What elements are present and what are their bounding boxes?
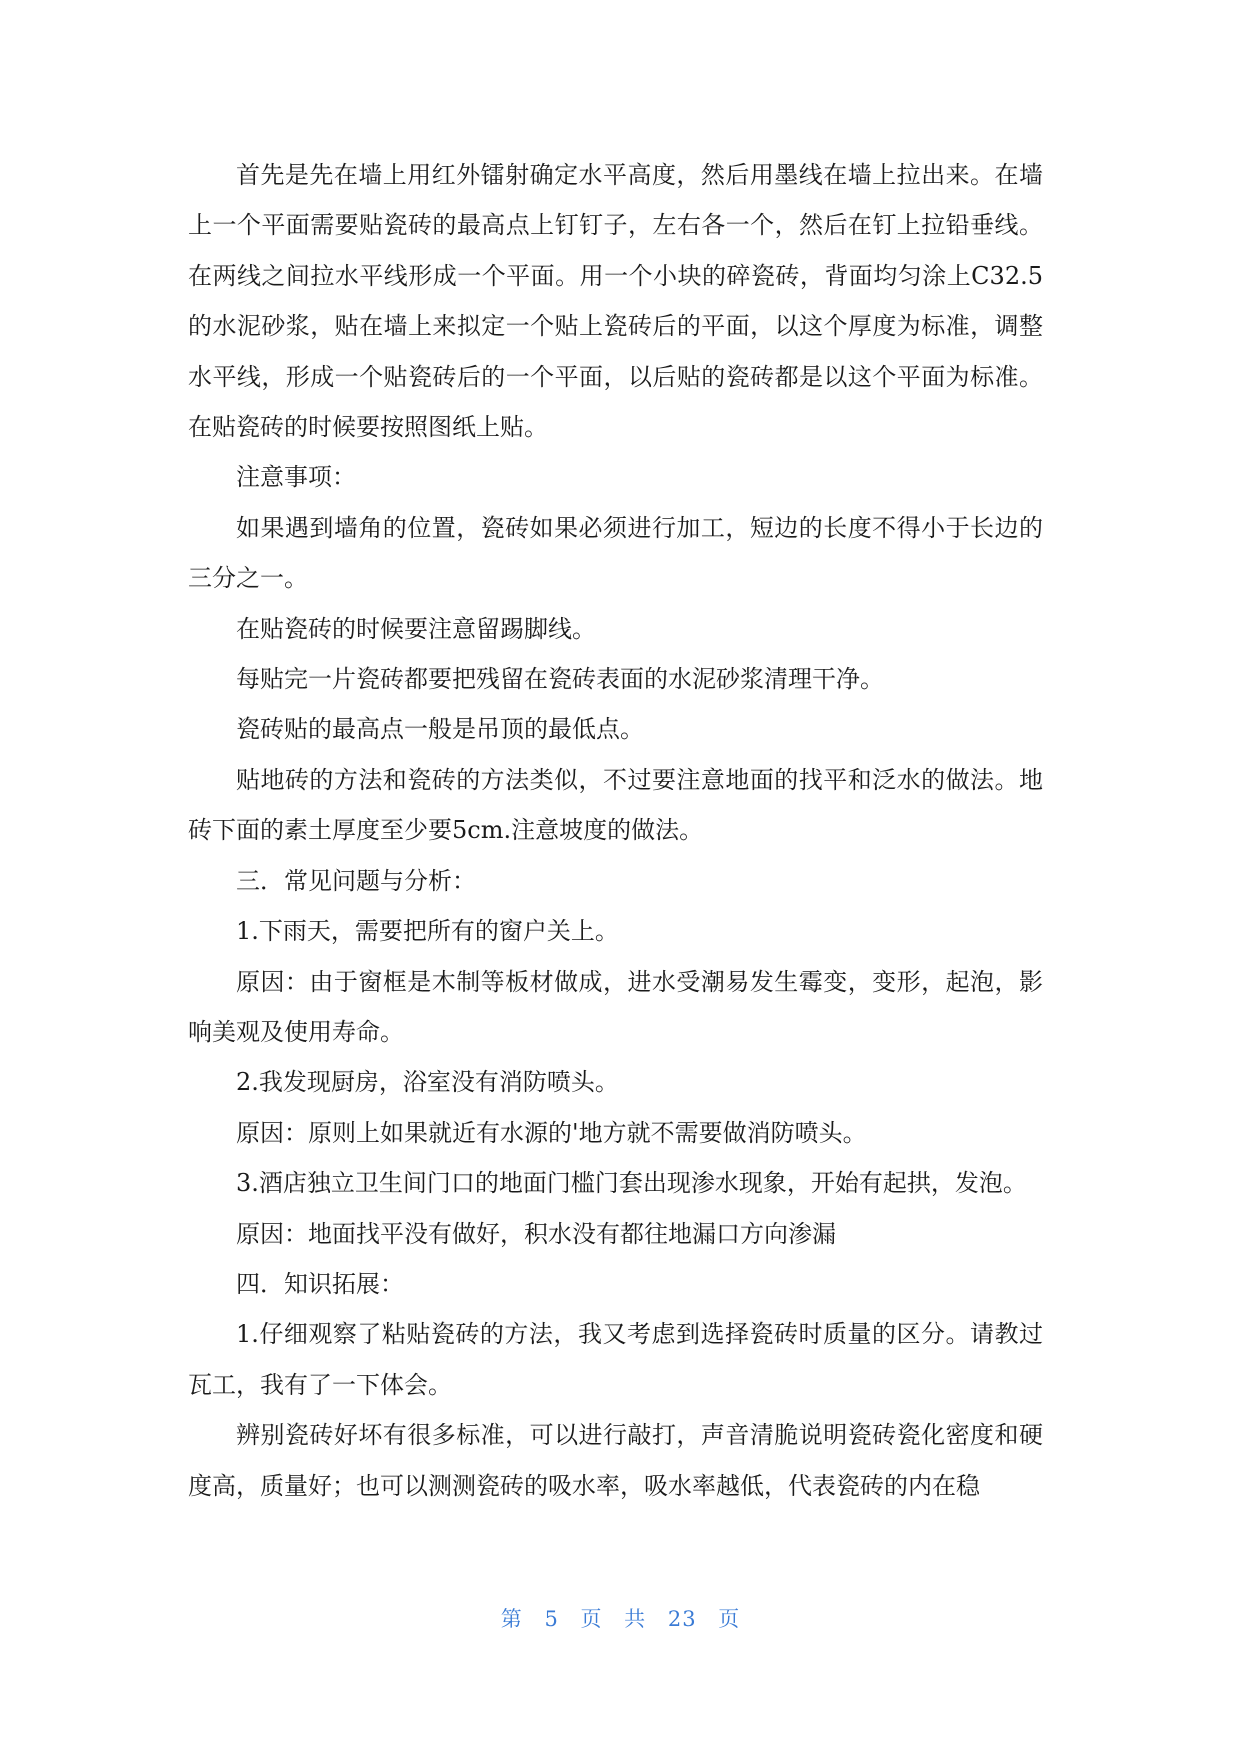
paragraph: 每贴完一片瓷砖都要把残留在瓷砖表面的水泥砂浆清理干净。 [236, 665, 884, 694]
paragraph: 在贴瓷砖的时候要注意留踢脚线。 [236, 614, 596, 643]
paragraph: 1.下雨天，需要把所有的窗户关上。 [236, 917, 619, 946]
section-heading: 三．常见问题与分析： [236, 866, 476, 895]
paragraph: 如果遇到墙角的位置，瓷砖如果必须进行加工，短边的长度不得小于长边的三分之一。 [188, 513, 1043, 593]
paragraph: 注意事项： [236, 463, 356, 492]
paragraph: 2.我发现厨房，浴室没有消防喷头。 [236, 1068, 619, 1097]
paragraph: 首先是先在墙上用红外镭射确定水平高度，然后用墨线在墙上拉出来。在墙上一个平面需要贴瓷砖的最高点上钉钉子，左右各一个，然后在钉上拉铅垂线。在两线之间拉水平线形成一个平面。用一个小块的碎瓷砖，背面均匀涂上C32.5的水泥砂浆，贴在墙上来拟定一个贴上瓷砖后的平面，以这个厚度为标准，调整水平线，形成一个贴瓷砖后的一个平面，以后贴的瓷砖都是以这个平面为标准。在贴瓷砖的时候要按照图纸上贴。 [188, 161, 1043, 442]
document-body [188, 150, 1043, 1511]
paragraph: 贴地砖的方法和瓷砖的方法类似，不过要注意地面的找平和泛水的做法。地砖下面的素土厚度至少要5cm.注意坡度的做法。 [188, 765, 1043, 845]
paragraph: 原因：由于窗框是木制等板材做成，进水受潮易发生霉变，变形，起泡，影响美观及使用寿命。 [188, 967, 1043, 1046]
paragraph: 3.酒店独立卫生间门口的地面门槛门套出现渗水现象，开始有起拱，发泡。 [236, 1169, 1027, 1198]
page-number-footer: 第 5 页 共 23 页 [500, 1607, 741, 1631]
section-heading: 四．知识拓展： [236, 1269, 404, 1298]
paragraph: 1.仔细观察了粘贴瓷砖的方法，我又考虑到选择瓷砖时质量的区分。请教过瓦工，我有了一下体会。 [188, 1320, 1043, 1399]
paragraph: 辨别瓷砖好坏有很多标准，可以进行敲打，声音清脆说明瓷砖瓷化密度和硬度高，质量好；也可以测测瓷砖的吸水率，吸水率越低，代表瓷砖的内在稳 [188, 1421, 1043, 1500]
paragraph: 原因：地面找平没有做好，积水没有都往地漏口方向渗漏 [236, 1219, 836, 1248]
paragraph: 瓷砖贴的最高点一般是吊顶的最低点。 [236, 715, 644, 744]
paragraph: 原因：原则上如果就近有水源的'地方就不需要做消防喷头。 [236, 1118, 867, 1147]
